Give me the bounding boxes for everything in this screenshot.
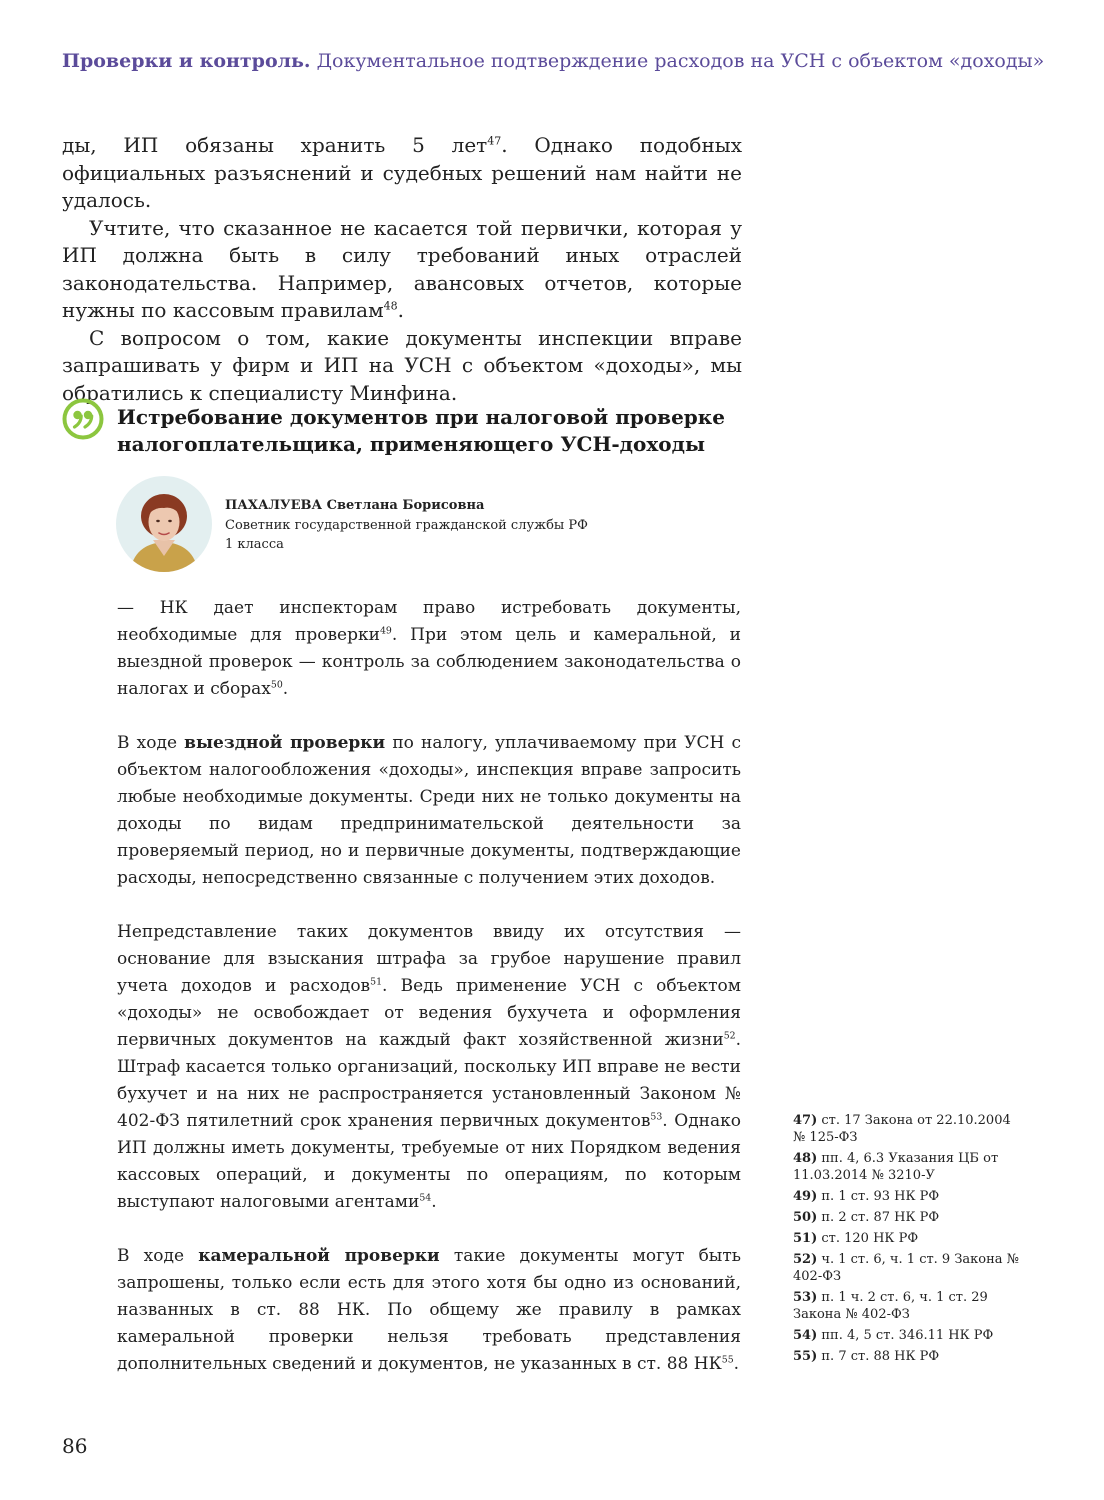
- section-name: Проверки и контроль.: [62, 50, 311, 72]
- footnote-item: 54) пп. 4, 5 ст. 346.11 НК РФ: [793, 1328, 994, 1343]
- answer-paragraph: — НК дает инспекторам право истребовать документы, необходимые для проверки$^{49}$. При этом цель и камеральной, и выездной проверок — контроль за соблюдением законодательства о налогах и сборах$^{50}$.: [117, 598, 742, 699]
- intro-paragraph: Учтите, что сказанное не касается той первички, которая у ИП должна быть в силу требований иных отраслей законодательства. Например, авансовых отчетов, которые нужны по кассовым правилам$^{48}$.: [62, 215, 742, 322]
- expert-box-title: Истребование документов при налоговой проверке налогоплательщика, применяющего УСН-доходы: [117, 405, 725, 456]
- quote-mark-icon: [62, 398, 104, 440]
- running-header: [62, 50, 1062, 72]
- footnote-ref[interactable]: 55: [721, 1354, 734, 1366]
- emphasis: выездной проверки: [184, 733, 386, 753]
- page-header-title: Документальное подтверждение расходов на УСН с объектом «доходы»: [316, 50, 1045, 72]
- expert-role: 1 класса: [225, 537, 284, 552]
- footnote-ref[interactable]: 47: [487, 134, 502, 148]
- footnote-item: 48) пп. 4, 6.3 Указания ЦБ от 11.03.2014 № 3210-У: [793, 1151, 999, 1183]
- footnote-item: 47) ст. 17 Закона от 22.10.2004 № 125-ФЗ: [793, 1113, 1011, 1145]
- footnote-ref[interactable]: 49: [379, 625, 392, 637]
- emphasis: камеральной проверки: [198, 1246, 440, 1266]
- footnote-item: 49) п. 1 ст. 93 НК РФ: [793, 1189, 940, 1204]
- answer-paragraph: Непредставление таких документов ввиду их отсутствия — основание для взыскания штрафа за грубое нарушение правил учета доходов и расходов$^{51}$. Ведь применение УСН с объектом «доходы» не освобождает от ведения бухучета и оформления первичных документов на каждый факт хозяйственной жизни$^{52}$. Штраф касается только организаций, поскольку ИП вправе не вести бухучет и на них не распространяется установленный Законом № 402-ФЗ пятилетний срок хранения первичных документов$^{53}$. Однако ИП должны иметь документы, требуемые от них Порядком ведения кассовых операций, и документы по операциям, по которым выступают налоговыми агентами$^{54}$.: [117, 922, 741, 1212]
- footnote-item: 55) п. 7 ст. 88 НК РФ: [793, 1349, 940, 1364]
- footnotes: [793, 1112, 1023, 1369]
- footnote-ref[interactable]: 54: [419, 1192, 432, 1204]
- intro-text: [62, 132, 742, 407]
- expert-role: Советник государственной гражданской службы РФ: [225, 517, 588, 533]
- footnote-item: 53) п. 1 ч. 2 ст. 6, ч. 1 ст. 29 Закона № 402-ФЗ: [793, 1290, 988, 1322]
- avatar: [116, 476, 212, 572]
- answer-paragraph: В ходе выездной проверки по налогу, уплачиваемому при УСН с объектом налогообложения «доходы», инспекция вправе запросить любые необходимые документы. Среди них не только документы на доходы по видам предпринимательской деятельности за проверяемый период, но и первичные документы, подтверждающие расходы, непосредственно связанные с получением этих доходов.: [117, 733, 741, 888]
- intro-paragraph: С вопросом о том, какие документы инспекции вправе запрашивать у фирм и ИП на УСН с объектом «доходы», мы обратились к специалисту Минфина.: [62, 325, 742, 405]
- footnote-item: 50) п. 2 ст. 87 НК РФ: [793, 1210, 940, 1225]
- intro-paragraph: ды, ИП обязаны хранить 5 лет$^{47}$. Однако подобных официальных разъяснений и судебных решений нам найти не удалось.: [62, 133, 743, 212]
- footnote-ref[interactable]: 51: [370, 976, 383, 988]
- expert-answer: [117, 595, 741, 1378]
- footnote-ref[interactable]: 53: [650, 1111, 663, 1123]
- footnote-ref[interactable]: 52: [723, 1030, 736, 1042]
- page-number: 86: [62, 1434, 88, 1458]
- expert-info: [225, 496, 725, 555]
- footnote-item: 52) ч. 1 ст. 6, ч. 1 ст. 9 Закона № 402-ФЗ: [793, 1252, 1019, 1284]
- expert-name: ПАХАЛУЕВА Светлана Борисовна: [225, 498, 485, 513]
- footnote-item: 51) ст. 120 НК РФ: [793, 1231, 919, 1246]
- answer-paragraph: В ходе камеральной проверки такие документы могут быть запрошены, только если есть для этого хотя бы одно из оснований, названных в ст. 88 НК. По общему же правилу в рамках камеральной проверки нельзя требовать представления дополнительных сведений и документов, не указанных в ст. 88 НК$^{55}$.: [117, 1246, 741, 1374]
- footnote-ref[interactable]: 50: [270, 679, 283, 691]
- footnote-ref[interactable]: 48: [383, 299, 398, 313]
